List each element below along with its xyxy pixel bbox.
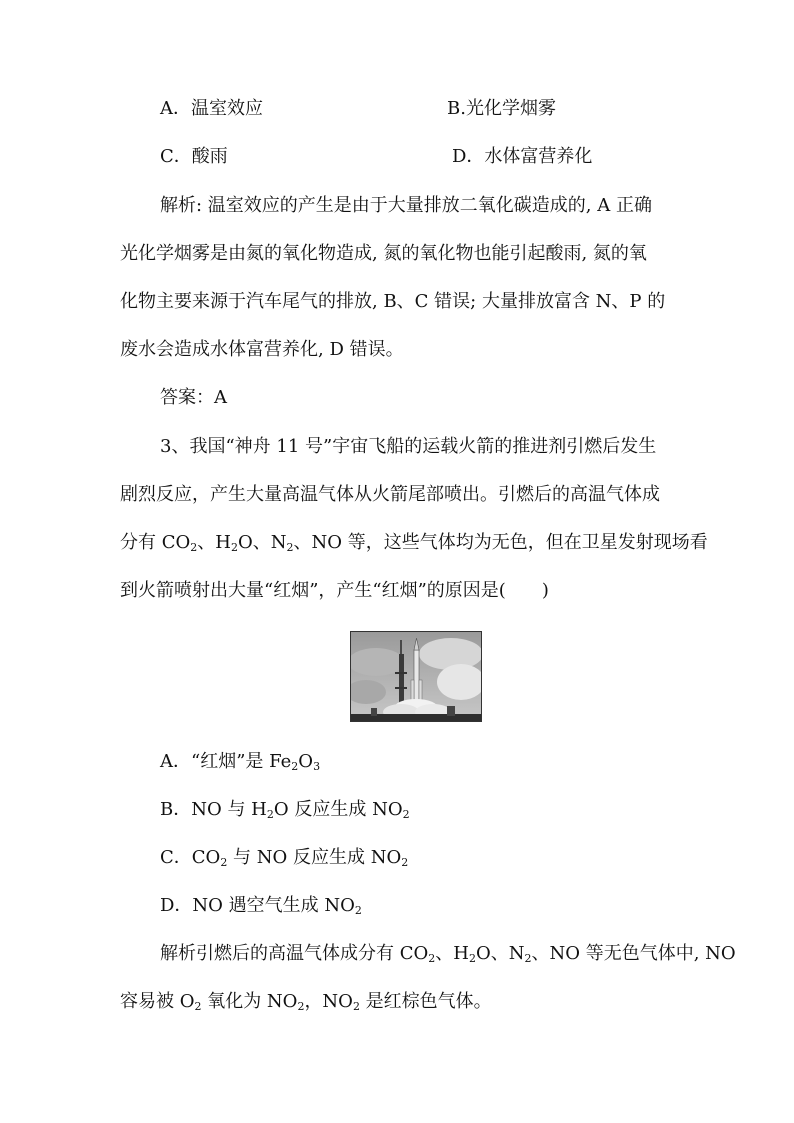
- q3-option-c-text-a: C．CO: [160, 847, 221, 868]
- q3-analysis-1-text-b: 、H: [435, 943, 469, 964]
- q3-option-a-text-a: A．“红烟”是 Fe: [160, 751, 292, 772]
- subscript: 2: [190, 541, 198, 554]
- q3-stem-3-text-d: 、NO 等，这些气体均为无色，但在卫星发射现场看: [293, 532, 708, 553]
- subscript: 2: [352, 1000, 360, 1013]
- subscript: 2: [266, 808, 274, 821]
- q3-option-a-text-b: O: [298, 751, 314, 772]
- subscript: 2: [291, 760, 299, 773]
- q3-option-b-text-a: B．NO 与 H: [160, 799, 267, 820]
- subscript: 2: [230, 541, 238, 554]
- q3-stem-line-4: 到火箭喷射出大量“红烟”，产生“红烟”的原因是( ): [120, 580, 549, 601]
- q2-option-c: C．酸雨: [160, 146, 228, 167]
- subscript: 2: [220, 856, 228, 869]
- q3-analysis-line-1: [160, 942, 736, 966]
- q2-option-d: D．水体富营养化: [452, 146, 593, 167]
- q3-analysis-1-text-c: O、N: [475, 943, 525, 964]
- q3-stem-3-text-c: O、N: [237, 532, 287, 553]
- q3-analysis-1-text-d: 、NO 等无色气体中, NO: [531, 943, 736, 964]
- subscript: 2: [286, 541, 294, 554]
- q3-analysis-2-text-a: 容易被 O: [120, 991, 195, 1012]
- subscript: 2: [402, 808, 410, 821]
- q3-stem-line-3: [120, 531, 708, 555]
- q3-stem-line-2: 剧烈反应，产生大量高温气体从火箭尾部喷出。引燃后的高温气体成: [120, 484, 660, 505]
- q3-option-c: [160, 846, 408, 870]
- subscript: 2: [524, 952, 532, 965]
- q3-option-b: [160, 798, 410, 822]
- q3-analysis-1-text-a: 解析引燃后的高温气体成分有 CO: [160, 943, 429, 964]
- q3-option-a: [160, 750, 320, 774]
- q2-option-b: B.光化学烟雾: [447, 98, 556, 119]
- q3-option-d-text-a: D．NO 遇空气生成 NO: [160, 895, 355, 916]
- q2-analysis-line-4: 废水会造成水体富营养化, D 错误。: [120, 339, 404, 360]
- q3-option-d: [160, 894, 362, 918]
- subscript: 3: [313, 760, 321, 773]
- q2-answer: 答案：A: [160, 387, 227, 408]
- subscript: 2: [401, 856, 409, 869]
- rocket-launch-photo: [350, 631, 482, 722]
- q2-analysis-line-2: 光化学烟雾是由氮的氧化物造成, 氮的氧化物也能引起酸雨, 氮的氧: [120, 243, 647, 264]
- q3-stem-line-1: 3、我国“神舟 11 号”宇宙飞船的运载火箭的推进剂引燃后发生: [160, 436, 657, 457]
- q3-analysis-line-2: [120, 990, 492, 1014]
- q2-analysis-line-1: 解析: 温室效应的产生是由于大量排放二氧化碳造成的, A 正确: [160, 195, 652, 216]
- q3-stem-3-text-b: 、H: [197, 532, 231, 553]
- q3-option-b-text-b: O 反应生成 NO: [273, 799, 403, 820]
- subscript: 2: [297, 1000, 305, 1013]
- subscript: 2: [194, 1000, 202, 1013]
- subscript: 2: [354, 904, 362, 917]
- q3-option-c-text-b: 与 NO 反应生成 NO: [227, 847, 402, 868]
- q3-analysis-2-text-c: ，NO: [304, 991, 353, 1012]
- q3-analysis-2-text-b: 氧化为 NO: [201, 991, 298, 1012]
- q3-analysis-2-text-d: 是红棕色气体。: [359, 991, 492, 1012]
- q3-stem-3-text-a: 分有 CO: [120, 532, 191, 553]
- subscript: 2: [428, 952, 436, 965]
- q2-analysis-line-3: 化物主要来源于汽车尾气的排放, B、C 错误; 大量排放富含 N、P 的: [120, 291, 666, 312]
- q2-option-a: A．温室效应: [160, 98, 263, 119]
- subscript: 2: [468, 952, 476, 965]
